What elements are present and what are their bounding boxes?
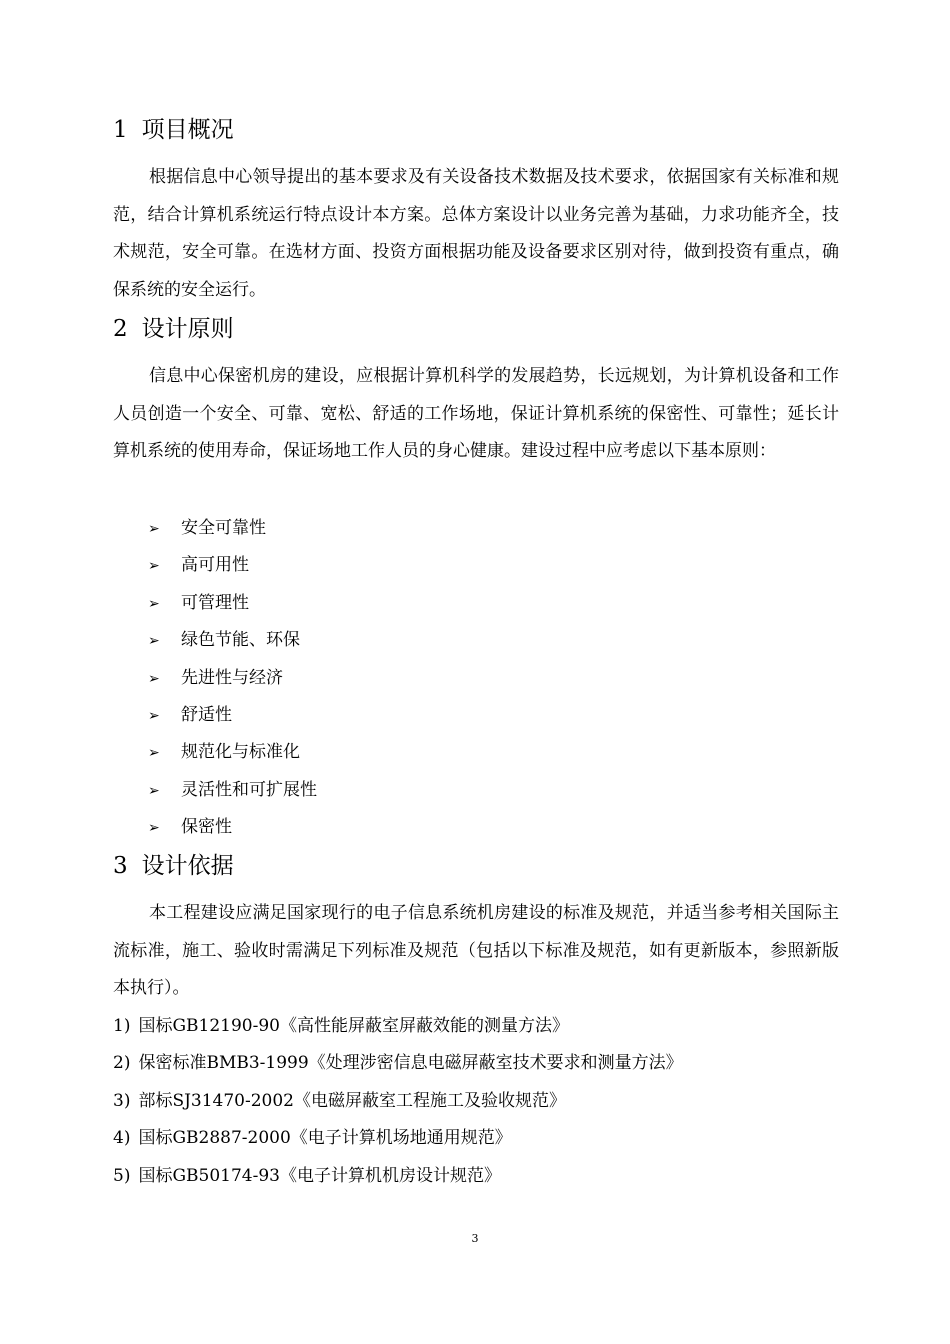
section-number: 1 <box>113 117 128 143</box>
list-item-text: 舒适性 <box>181 704 232 725</box>
section-1-heading <box>113 115 234 145</box>
list-item-text: 绿色节能、环保 <box>181 630 300 651</box>
list-item-text: 国标GB12190-90《高性能屏蔽室屏蔽效能的测量方法》 <box>138 1016 569 1036</box>
list-item-text: 安全可靠性 <box>181 518 266 538</box>
section-title: 项目概况 <box>141 117 234 143</box>
list-item <box>148 510 317 547</box>
arrow-bullet-icon: ➢ <box>148 745 160 762</box>
list-item <box>148 547 317 584</box>
list-item-text: 国标GB50174-93《电子计算机机房设计规范》 <box>138 1165 501 1186</box>
section-number: 3 <box>113 853 128 879</box>
section-1-paragraph: 根据信息中心领导提出的基本要求及有关设备技术数据及技术要求，依据国家有关标准和规范，结合计算机系统运行特点设计本方案。总体方案设计以业务完善为基础，力求功能齐全，技术规范，安全可靠。在选材方面、投资方面根据功能及设备要求区别对待，做到投资有重点，确保系统的安全运行。 <box>113 167 839 300</box>
list-item <box>148 585 317 622</box>
arrow-bullet-icon: ➢ <box>148 558 160 575</box>
arrow-bullet-icon: ➢ <box>148 521 160 537</box>
list-index: 5) <box>113 1165 131 1186</box>
section-2-heading <box>113 314 234 344</box>
arrow-bullet-icon: ➢ <box>148 707 160 724</box>
list-index: 1) <box>113 1016 131 1036</box>
list-item-text: 灵活性和可扩展性 <box>181 779 317 800</box>
list-item-text: 保密标准BMB3-1999《处理涉密信息电磁屏蔽室技术要求和测量方法》 <box>138 1053 683 1074</box>
list-index: 2) <box>113 1053 131 1074</box>
principles-list <box>148 510 317 847</box>
list-item-text: 先进性与经济 <box>181 667 283 688</box>
list-item <box>148 697 317 734</box>
list-index: 4) <box>113 1128 131 1149</box>
list-index: 3) <box>113 1090 131 1111</box>
section-title: 设计原则 <box>141 316 234 342</box>
list-item <box>113 1158 683 1195</box>
arrow-bullet-icon: ➢ <box>148 670 160 687</box>
section-title: 设计依据 <box>141 853 234 879</box>
list-item <box>148 660 317 697</box>
list-item-text: 高可用性 <box>181 555 249 576</box>
list-item <box>113 1083 683 1120</box>
section-2-paragraph: 信息中心保密机房的建设，应根据计算机科学的发展趋势，长远规划，为计算机设备和工作人员创造一个安全、可靠、宽松、舒适的工作场地，保证计算机系统的保密性、可靠性；延长计算机系统的使用寿命，保证场地工作人员的身心健康。建设过程中应考虑以下基本原则： <box>113 366 839 461</box>
list-item <box>148 809 317 846</box>
list-item <box>148 772 317 809</box>
section-3-paragraph: 本工程建设应满足国家现行的电子信息系统机房建设的标准及规范，并适当参考相关国际主流标准，施工、验收时需满足下列标准及规范（包括以下标准及规范，如有更新版本，参照新版本执行）。 <box>113 903 839 998</box>
section-number: 2 <box>113 316 128 342</box>
list-item-text: 保密性 <box>181 817 232 838</box>
list-item-text: 可管理性 <box>181 592 249 613</box>
list-item-text: 规范化与标准化 <box>181 742 300 763</box>
arrow-bullet-icon: ➢ <box>148 595 160 612</box>
page-number: 3 <box>471 1232 479 1245</box>
list-item <box>113 1008 683 1045</box>
standards-list <box>113 1008 683 1195</box>
list-item <box>113 1120 683 1157</box>
list-item-text: 部标SJ31470-2002《电磁屏蔽室工程施工及验收规范》 <box>138 1090 567 1111</box>
list-item <box>113 1045 683 1082</box>
section-3-heading <box>113 851 234 881</box>
arrow-bullet-icon: ➢ <box>148 820 160 837</box>
arrow-bullet-icon: ➢ <box>148 633 160 650</box>
arrow-bullet-icon: ➢ <box>148 782 160 799</box>
list-item <box>148 622 317 659</box>
list-item-text: 国标GB2887-2000《电子计算机场地通用规范》 <box>138 1128 512 1149</box>
list-item <box>148 734 317 771</box>
